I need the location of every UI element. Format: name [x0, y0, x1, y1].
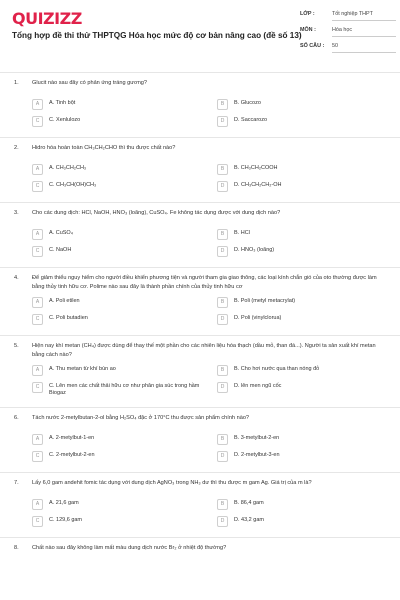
question-number: 5.	[14, 343, 19, 349]
option-text: A. 2-metylbut-1-en	[49, 435, 95, 441]
answer-option[interactable]	[217, 116, 367, 127]
option-letter-box[interactable]: D	[217, 246, 228, 257]
option-letter-box[interactable]: A	[32, 297, 43, 308]
answer-option[interactable]	[32, 246, 212, 257]
option-letter-box[interactable]: B	[217, 229, 228, 240]
option-letter-box[interactable]: D	[217, 116, 228, 127]
option-text: C. Poli butadien	[49, 315, 88, 321]
answer-options	[32, 297, 388, 325]
question-list	[0, 72, 400, 562]
option-letter-box[interactable]: B	[217, 297, 228, 308]
option-letter-box[interactable]: B	[217, 434, 228, 445]
worksheet-title: Tổng hợp đề thi thử THPTQG Hóa học mức độ cơ bản nâng cao (đề số 13)	[12, 31, 302, 40]
question-text: Hidro hóa hoàn toàn CH₃CH₂CHO thì thu được chất nào?	[32, 145, 176, 151]
answer-option[interactable]	[32, 99, 212, 110]
meta-value: 50	[332, 43, 396, 53]
answer-option[interactable]	[32, 164, 212, 175]
question-block	[0, 407, 400, 472]
option-text: A. Tinh bột	[49, 100, 76, 106]
option-letter-box[interactable]: D	[217, 181, 228, 192]
question-block	[0, 202, 400, 267]
option-text: D. lên men ngũ cốc	[234, 383, 282, 389]
answer-options	[32, 164, 388, 192]
option-letter-box[interactable]: D	[217, 451, 228, 462]
answer-option[interactable]	[217, 434, 367, 445]
option-letter-box[interactable]: A	[32, 365, 43, 376]
option-text: C. 2-metylbut-2-en	[49, 452, 95, 458]
answer-option[interactable]	[32, 516, 212, 527]
question-text: Chất nào sau đây không làm mất màu dung dịch nước Br₂ ở nhiệt độ thường?	[32, 545, 227, 551]
question-text: Cho các dung dịch: HCl, NaOH, HNO₃ (loãng), CuSO₄. Fe không tác dụng được với dung dịch nào?	[32, 210, 281, 216]
question-text: Glucit nào sau đây có phản ứng tráng gương?	[32, 80, 148, 86]
option-letter-box[interactable]: C	[32, 181, 43, 192]
question-number: 2.	[14, 145, 19, 151]
quizizz-logo: QUIZIZZ	[12, 9, 82, 28]
option-text: D. 43,2 gam	[234, 517, 264, 523]
option-text: B. HCl	[234, 230, 250, 236]
answer-option[interactable]	[32, 297, 212, 308]
answer-option[interactable]	[217, 297, 367, 308]
option-letter-box[interactable]: D	[217, 516, 228, 527]
meta-label: MÔN :	[300, 27, 316, 33]
answer-option[interactable]	[32, 314, 212, 325]
option-letter-box[interactable]: B	[217, 164, 228, 175]
option-letter-box[interactable]: C	[32, 382, 43, 393]
meta-row	[300, 43, 396, 59]
answer-option[interactable]	[32, 229, 212, 240]
option-text: C. 129,6 gam	[49, 517, 83, 523]
option-text: B. Poli (metyl metacrylat)	[234, 298, 296, 304]
answer-option[interactable]	[217, 382, 367, 397]
answer-option[interactable]	[32, 451, 212, 462]
question-number: 7.	[14, 480, 19, 486]
option-letter-box[interactable]: A	[32, 164, 43, 175]
worksheet-header	[0, 0, 400, 62]
answer-option[interactable]	[32, 365, 212, 376]
question-block	[0, 72, 400, 137]
option-text: C. NaOH	[49, 247, 72, 253]
answer-options	[32, 229, 388, 257]
option-letter-box[interactable]: B	[217, 499, 228, 510]
option-text: D. Saccarozo	[234, 117, 268, 123]
answer-option[interactable]	[217, 365, 367, 376]
question-block	[0, 335, 400, 407]
option-text: B. Glucozo	[234, 100, 261, 106]
answer-option[interactable]	[217, 499, 367, 510]
option-text: D. 2-metylbut-3-en	[234, 452, 280, 458]
question-number: 1.	[14, 80, 19, 86]
option-text: A. CH₃CH₂CH₃	[49, 165, 87, 171]
answer-options	[32, 499, 388, 527]
meta-row	[300, 27, 396, 43]
question-text: Để giảm thiểu nguy hiểm cho người điều khiển phương tiện và người tham gia giao thông, các loại kính chắn gió của oto thường được làm bằng thủy tinh hữu cơ. Polime nào sau đây là thành phần chính của thủy tinh hữu cơ	[32, 275, 377, 290]
option-text: B. 86,4 gam	[234, 500, 264, 506]
meta-label: LỚP :	[300, 11, 315, 17]
option-letter-box[interactable]: A	[32, 99, 43, 110]
option-letter-box[interactable]: A	[32, 499, 43, 510]
option-letter-box[interactable]: C	[32, 246, 43, 257]
option-letter-box[interactable]: A	[32, 434, 43, 445]
question-number: 4.	[14, 275, 19, 281]
option-text: D. HNO₃ (loãng)	[234, 247, 275, 253]
answer-option[interactable]	[32, 382, 212, 397]
answer-option[interactable]	[32, 434, 212, 445]
option-text: C. CH₃CH(OH)CH₃	[49, 182, 97, 188]
option-text: D. CH₃CH₂CH₂-OH	[234, 182, 282, 188]
answer-option[interactable]	[217, 246, 367, 257]
option-text: C. Lên men các chất thải hữu cơ như phân gia súc trong hầm Biogaz	[49, 383, 200, 396]
answer-option[interactable]	[217, 229, 367, 240]
answer-options	[32, 434, 388, 462]
option-text: A. Thu metan từ khí bùn ao	[49, 366, 116, 372]
question-block	[0, 267, 400, 335]
question-number: 3.	[14, 210, 19, 216]
option-letter-box[interactable]: B	[217, 365, 228, 376]
option-text: B. 3-metylbut-2-en	[234, 435, 280, 441]
question-text: Tách nước 2-metylbutan-2-ol bằng H₂SO₄ đặc ở 170°C thu được sản phẩm chính nào?	[32, 415, 250, 421]
option-letter-box[interactable]: B	[217, 99, 228, 110]
meta-label: SỐ CÂU :	[300, 43, 325, 49]
question-number: 8.	[14, 545, 19, 551]
meta-value: Hóa học	[332, 27, 396, 37]
answer-option[interactable]	[217, 99, 367, 110]
meta-info	[300, 11, 396, 59]
option-letter-box[interactable]: D	[217, 314, 228, 325]
answer-option[interactable]	[32, 181, 212, 192]
answer-options	[32, 99, 388, 127]
option-text: B. Cho hơi nước qua than nóng đỏ	[234, 366, 320, 372]
answer-options	[32, 365, 388, 397]
answer-option[interactable]	[217, 516, 367, 527]
question-text: Lấy 6,0 gam andehit fomic tác dụng với dung dịch AgNO₃ trong NH₃ dư thì thu được m gam Ag. Giá trị của m là?	[32, 480, 312, 486]
option-text: A. Poli etilen	[49, 298, 80, 304]
option-letter-box[interactable]: C	[32, 116, 43, 127]
option-letter-box[interactable]: C	[32, 314, 43, 325]
option-letter-box[interactable]: D	[217, 382, 228, 393]
answer-option[interactable]	[32, 499, 212, 510]
answer-option[interactable]	[217, 314, 367, 325]
answer-option[interactable]	[32, 116, 212, 127]
question-text: Hiện nay khí metan (CH₄) được dùng để thay thế một phần cho các nhiên liệu hóa thạch (dầu mỏ, than đá...). Người ta sản xuất khí metan bằng cách nào?	[32, 343, 376, 358]
option-text: A. 21,6 gam	[49, 500, 79, 506]
meta-row	[300, 11, 396, 27]
option-text: D. Poli (vinylclorua)	[234, 315, 282, 321]
answer-option[interactable]	[217, 181, 367, 192]
option-text: B. CH₃CH₂COOH	[234, 165, 278, 171]
question-block	[0, 137, 400, 202]
question-block	[0, 537, 400, 562]
question-number: 6.	[14, 415, 19, 421]
option-letter-box[interactable]: C	[32, 451, 43, 462]
question-block	[0, 472, 400, 537]
meta-value: Tốt nghiệp THPT	[332, 11, 396, 21]
option-text: A. CuSO₄	[49, 230, 73, 236]
answer-option[interactable]	[217, 451, 367, 462]
option-letter-box[interactable]: C	[32, 516, 43, 527]
option-text: C. Xenlulozo	[49, 117, 81, 123]
option-letter-box[interactable]: A	[32, 229, 43, 240]
answer-option[interactable]	[217, 164, 367, 175]
